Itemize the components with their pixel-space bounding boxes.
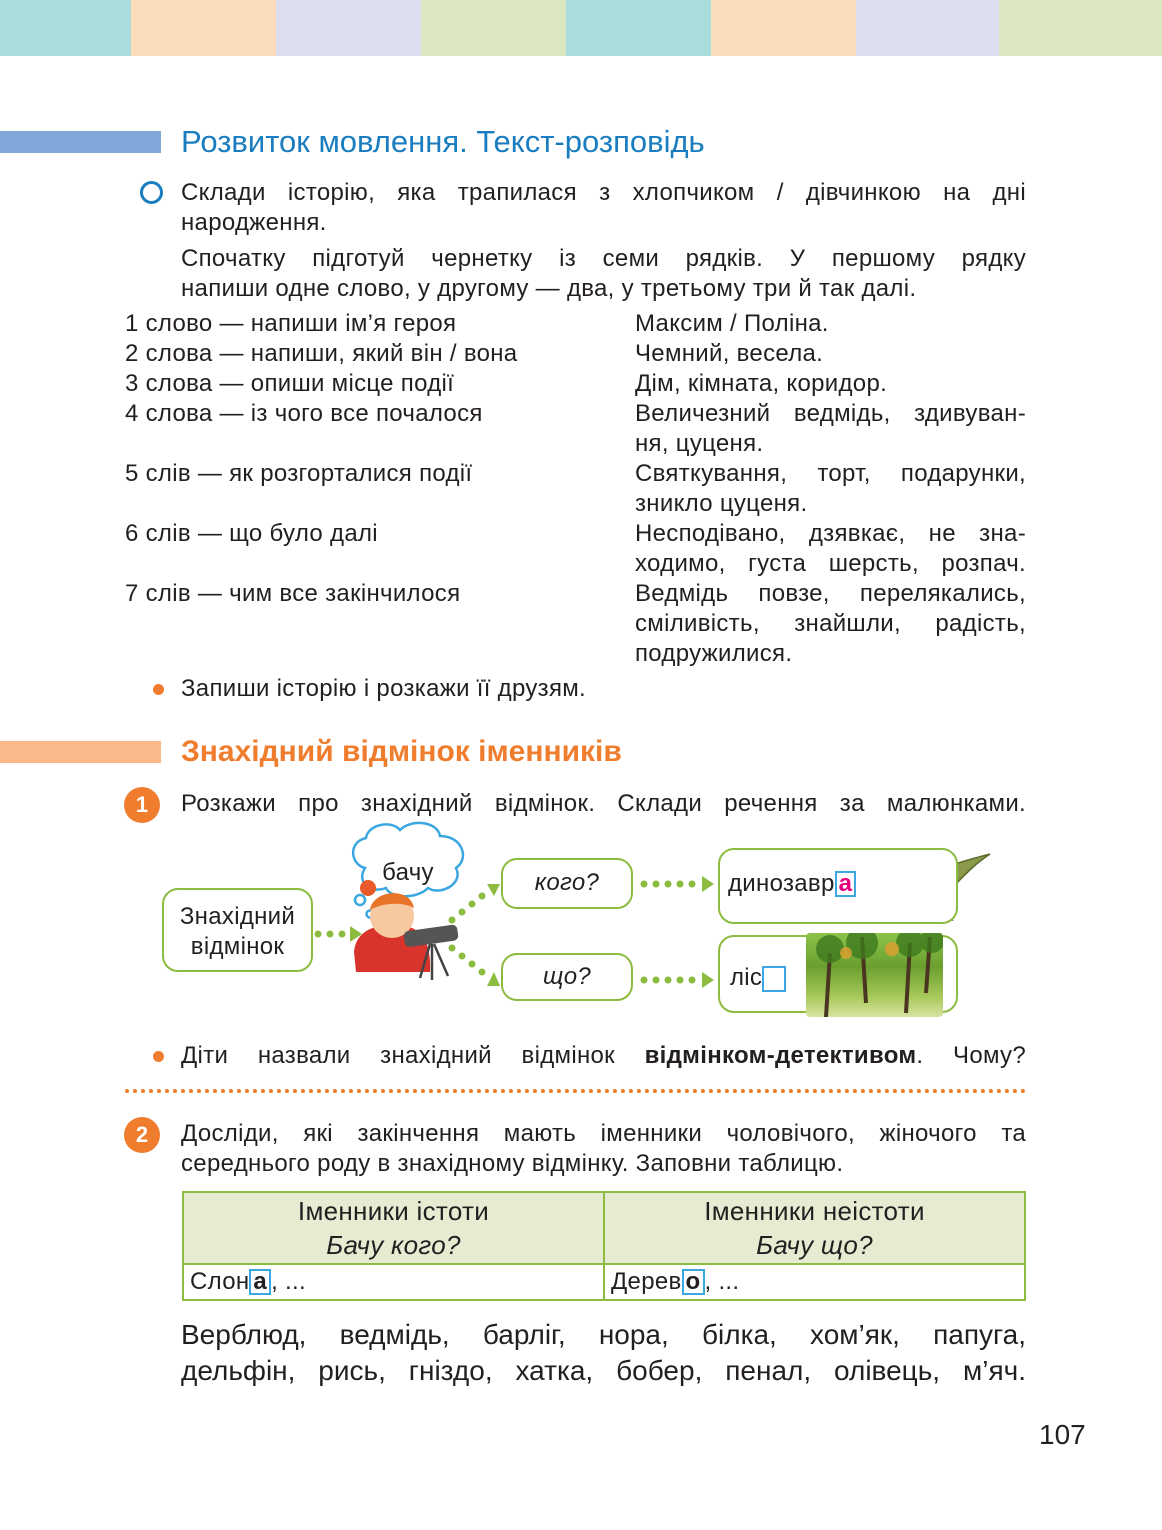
col1-header: Іменники істоти: [297, 1196, 490, 1226]
color-stripe: [0, 0, 131, 56]
color-stripe: [276, 0, 421, 56]
word-stem: ліс: [730, 964, 763, 991]
task2-text-line2: середнього роду в знахідному відмінку. Заповни таблицю.: [181, 1150, 844, 1177]
color-stripe: [131, 0, 276, 56]
ending-box: о: [682, 1269, 705, 1295]
draft-row-right: Дім, кімната, коридор.: [635, 370, 888, 397]
draft-row-right: сміливість, знайшли, радість,: [635, 610, 1026, 637]
example-stem: Дерев: [611, 1268, 682, 1295]
task-number-2: 2: [124, 1117, 160, 1153]
section-bar-blue: [0, 131, 161, 153]
col2-question: Бачу що?: [756, 1230, 873, 1260]
col2-header: Іменники неістоти: [704, 1196, 925, 1226]
draft-text-line2: напиши одне слово, у другому — два, у третьому три й так далі.: [181, 275, 917, 302]
section-title-speech: Розвиток мовлення. Текст-розповідь: [181, 124, 705, 159]
question-kogo: кого?: [534, 869, 600, 896]
table-row: [183, 1264, 1025, 1300]
table-cell: [604, 1264, 1025, 1300]
word-stem: динозавр: [728, 870, 835, 897]
example-rest: , ...: [704, 1268, 740, 1295]
endings-table: [182, 1191, 1026, 1301]
draft-text-line1: Спочатку підготуй чернетку із семи рядків. У першому рядку: [181, 245, 1026, 272]
color-stripe: [566, 0, 711, 56]
intro-text-line2: народження.: [181, 209, 327, 236]
page-number: 107: [1039, 1419, 1086, 1450]
draft-row-right: Святкування, торт, подарунки,: [635, 460, 1026, 487]
empty-ending-box: [762, 966, 786, 992]
word-list-line1: Верблюд, ведмідь, барліг, нора, білка, хом’як, папуга,: [181, 1319, 1026, 1350]
forest-picture: [806, 933, 943, 1017]
draft-row-right: Максим / Поліна.: [635, 310, 829, 337]
answer-forest: [730, 963, 786, 993]
table-header-row: [183, 1192, 1025, 1264]
section-title-accusative: Знахідний відмінок іменників: [181, 735, 622, 768]
draft-row-right: ходимо, густа шерсть, розпач.: [635, 550, 1026, 577]
draft-row-left: 6 слів — що було далі: [125, 520, 378, 547]
intro-text-line1: Склади історію, яка трапилася з хлопчиком / дівчинкою на дні: [181, 179, 1026, 206]
draft-row-right: Ведмідь повзе, перелякались,: [635, 580, 1026, 607]
color-stripe: [999, 0, 1162, 56]
draft-row-left: 2 слова — напиши, який він / вона: [125, 340, 518, 367]
bullet-icon: [153, 1051, 164, 1062]
case-name-line1: Знахідний: [179, 903, 296, 930]
case-name-line2: відмінок: [190, 933, 285, 960]
draft-row-right: Чемний, весела.: [635, 340, 824, 367]
task2-text-line1: Досліди, які закінчення мають іменники чоловічого, жіночого та: [181, 1120, 1026, 1147]
forest-trees-icon: [806, 933, 943, 1017]
bold-term: відмінком-детективом: [644, 1042, 917, 1069]
detective-question-text: Діти назвали знахідний відмінок відмінком-детективом. Чому?: [181, 1042, 1026, 1069]
thought-bubble-text: бачу: [382, 859, 434, 886]
bullet-icon: [153, 684, 164, 695]
draft-row-left: 5 слів — як розгорталися події: [125, 460, 473, 487]
circle-marker-icon: [140, 181, 163, 204]
color-stripe: [856, 0, 999, 56]
draft-row-right: зникло цуценя.: [635, 490, 808, 517]
draft-row-left: 7 слів — чим все закінчилося: [125, 580, 461, 607]
task1-text: Розкажи про знахідний відмінок. Склади речення за малюнками.: [181, 790, 1026, 817]
color-stripe: [421, 0, 566, 56]
task-number-1: 1: [124, 787, 160, 823]
section-bar-orange: [0, 741, 161, 763]
example-rest: , ...: [271, 1268, 306, 1295]
question-scho: що?: [542, 963, 592, 990]
table-header-cell: [604, 1192, 1025, 1264]
draft-row-right: ня, цуценя.: [635, 430, 764, 457]
ending-box: а: [249, 1269, 271, 1295]
draft-row-left: 4 слова — із чого все почалося: [125, 400, 483, 427]
draft-row-left: 1 слово — напиши ім’я героя: [125, 310, 457, 337]
draft-row-right: Несподівано, дзявкає, не зна-: [635, 520, 1026, 547]
draft-row-right: подружилися.: [635, 640, 793, 667]
table-header-cell: [183, 1192, 604, 1264]
draft-row-right: Величезний ведмідь, здивуван-: [635, 400, 1026, 427]
word-list-line2: дельфін, рись, гніздо, хатка, бобер, пенал, олівець, м’яч.: [181, 1355, 1026, 1386]
answer-dinosaur: [728, 869, 856, 899]
dotted-divider: [125, 1089, 1026, 1093]
color-stripe: [711, 0, 856, 56]
col1-question: Бачу кого?: [326, 1230, 461, 1260]
write-story-text: Запиши історію і розкажи її друзям.: [181, 675, 587, 702]
ending-box: а: [835, 871, 857, 897]
example-stem: Слон: [190, 1268, 250, 1295]
draft-row-left: 3 слова — опиши місце події: [125, 370, 455, 397]
table-cell: [183, 1264, 604, 1300]
